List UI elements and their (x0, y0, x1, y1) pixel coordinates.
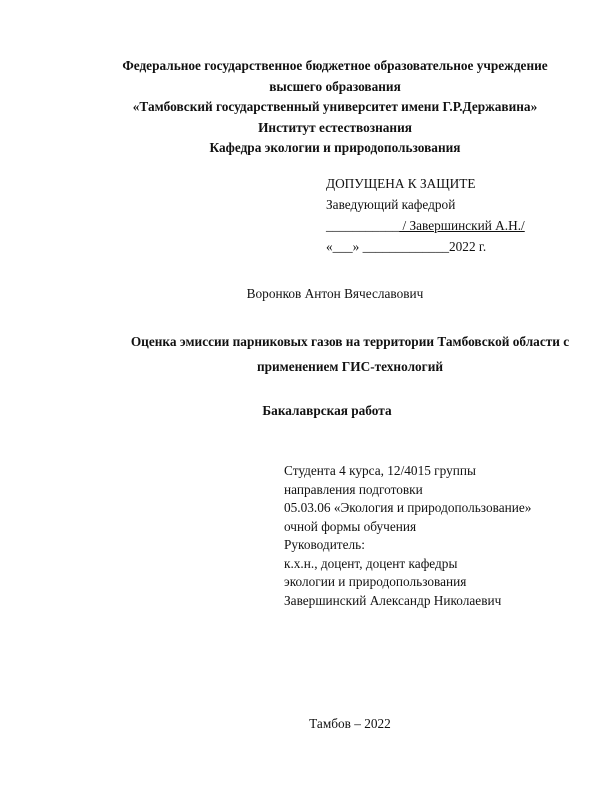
approval-block (326, 173, 525, 257)
thesis-title-line-1: Оценка эмиссии парниковых газов на территории Тамбовской области с (130, 334, 570, 349)
header-line-1: Федеральное государственное бюджетное образовательное учреждение (122, 58, 548, 73)
header-line-3: «Тамбовский государственный университет имени Г.Р.Державина» (132, 99, 538, 114)
header-line-5: Кафедра экологии и природопользования (209, 140, 461, 155)
signature-name: / Завершинский А.Н./ (399, 218, 525, 233)
student-info-line-3: 05.03.06 «Экология и природопользование» (284, 500, 532, 515)
student-info-line-4: очной формы обучения (284, 518, 417, 534)
thesis-title-line-2: применением ГИС-технологий (256, 358, 444, 374)
student-info-line-2: направления подготовки (284, 481, 423, 497)
student-info-line-1: Студента 4 курса, 12/4015 группы (284, 463, 476, 478)
supervisor-title: к.х.н., доцент, доцент кафедры (284, 555, 458, 571)
approval-date-line (326, 236, 525, 257)
author-name: Воронков Антон Вячеславович (246, 286, 424, 301)
approval-signature-line (326, 215, 525, 236)
supervisor-name: Завершинский Александр Николаевич (284, 592, 502, 608)
date-blank: «___» _____________ (326, 239, 449, 254)
thesis-title (0, 330, 612, 379)
institution-header (0, 56, 612, 159)
supervisor-label: Руководитель: (284, 537, 365, 552)
date-year: 2022 г. (449, 239, 487, 254)
approval-title: ДОПУЩЕНА К ЗАЩИТЕ (326, 176, 476, 191)
approval-position: Заведующий кафедрой (326, 197, 456, 212)
signature-blank: ___________ (326, 218, 400, 233)
city-year-footer: Тамбов – 2022 (309, 716, 391, 731)
student-info-block (284, 462, 531, 610)
header-line-2: высшего образования (269, 78, 401, 94)
header-line-4: Институт естествознания (258, 119, 412, 135)
work-type: Бакалаврская работа (262, 403, 392, 418)
supervisor-department: экологии и природопользования (284, 574, 467, 589)
